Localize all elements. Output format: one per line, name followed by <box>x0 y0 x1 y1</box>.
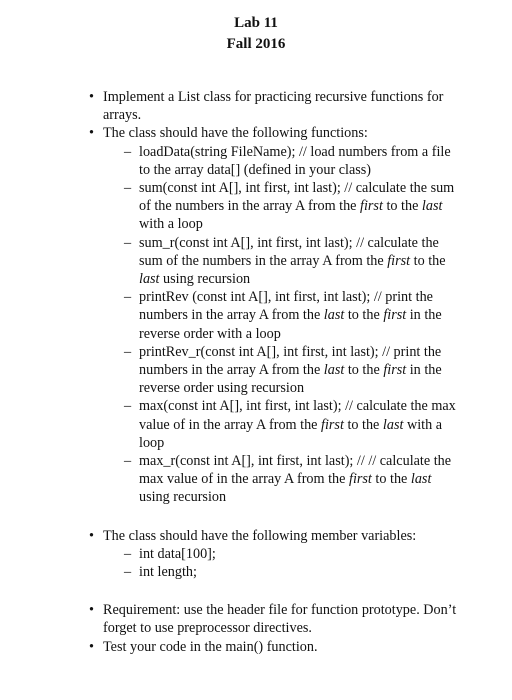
dash-icon: – <box>124 289 132 306</box>
sub-item-member <box>0 563 459 581</box>
page-title: Lab 11 <box>234 15 278 31</box>
sub-item-function <box>0 343 459 398</box>
function-italic: first <box>383 362 407 379</box>
function-text: to the <box>343 416 383 433</box>
item-text: The class should have the following functions: <box>103 125 368 142</box>
function-text: in the reverse order with a loop <box>139 307 442 342</box>
function-text: max(const int A[], int first, int last); // calculate the max value of in the array A from the <box>139 398 456 433</box>
sub-item-member <box>0 545 459 563</box>
sub-item-function <box>0 452 459 507</box>
dash-icon: – <box>124 180 132 197</box>
function-italic: last <box>139 271 160 288</box>
sub-item-function <box>0 234 459 289</box>
function-text: loadData(string FileName); // load numbers from a file to the array data[] (defined in your class) <box>139 143 451 178</box>
function-text: to the <box>371 471 411 488</box>
function-italic: last <box>323 362 345 379</box>
page-subtitle-term: Fall 2016 <box>226 36 286 52</box>
function-italic: first <box>387 252 411 269</box>
function-text: with a loop <box>139 216 203 233</box>
function-italic: first <box>360 198 383 215</box>
item-text: Test your code in the main() function. <box>103 638 318 655</box>
sub-item-function <box>0 288 459 343</box>
bullet-icon: • <box>89 527 94 544</box>
member-text: int length; <box>139 564 197 581</box>
dash-icon: – <box>124 234 132 251</box>
function-text: sum_r(const int A[], int first, int last); // calculate the sum of the numbers in the array A from the <box>139 234 439 269</box>
list-item-members-intro <box>0 527 463 545</box>
list-item-implement <box>0 88 463 124</box>
spacer <box>0 581 512 601</box>
function-italic: first <box>349 471 372 488</box>
list-item-test <box>0 638 463 656</box>
spacer <box>0 507 512 527</box>
function-italic: last <box>323 307 345 324</box>
function-italic: first <box>321 416 344 433</box>
dash-icon: – <box>124 143 132 160</box>
bullet-icon: • <box>89 89 94 105</box>
dash-icon: – <box>124 545 132 562</box>
function-italic: last <box>421 198 443 215</box>
bullet-icon: • <box>89 638 94 655</box>
function-text: printRev_r(const int A[], int first, int last); // print the numbers in the array A from the <box>139 343 442 379</box>
function-text: using recursion <box>159 271 251 288</box>
item-text: Implement a List class for practicing recursive functions for arrays. <box>103 89 444 124</box>
list-item-functions-intro <box>0 124 463 142</box>
function-text: max_r(const int A[], int first, int last); // // calculate the max value of in the array A from the <box>139 453 452 488</box>
dash-icon: – <box>124 398 132 415</box>
function-text: with a loop <box>139 416 443 451</box>
sub-item-function <box>0 397 459 452</box>
function-italic: last <box>410 471 432 488</box>
function-text: printRev (const int A[], int first, int last); // print the numbers in the array A from the <box>139 289 433 324</box>
sub-item-function <box>0 143 459 179</box>
function-text: sum(const int A[], int first, int last); // calculate the sum of the numbers in the array A from the <box>139 180 455 215</box>
item-text: The class should have the following member variables: <box>103 527 417 544</box>
function-text: using recursion <box>139 489 227 506</box>
dash-icon: – <box>124 564 132 581</box>
function-text: to the <box>410 252 446 269</box>
item-text: Requirement: use the header file for function prototype. Don’t forget to use preprocessor directives. <box>103 602 457 637</box>
function-text: in the reverse order using recursion <box>139 362 442 397</box>
dash-icon: – <box>124 453 132 470</box>
sub-item-function <box>0 179 459 234</box>
list-item-requirement <box>0 601 463 637</box>
dash-icon: – <box>124 343 132 360</box>
function-text: to the <box>344 362 384 379</box>
member-text: int data[100]; <box>139 545 216 562</box>
function-text: to the <box>382 198 422 215</box>
bullet-icon: • <box>89 602 94 619</box>
bullet-icon: • <box>89 125 94 142</box>
function-text: to the <box>344 307 384 324</box>
function-italic: first <box>383 307 407 324</box>
function-italic: last <box>382 416 404 433</box>
document-body <box>0 88 512 656</box>
